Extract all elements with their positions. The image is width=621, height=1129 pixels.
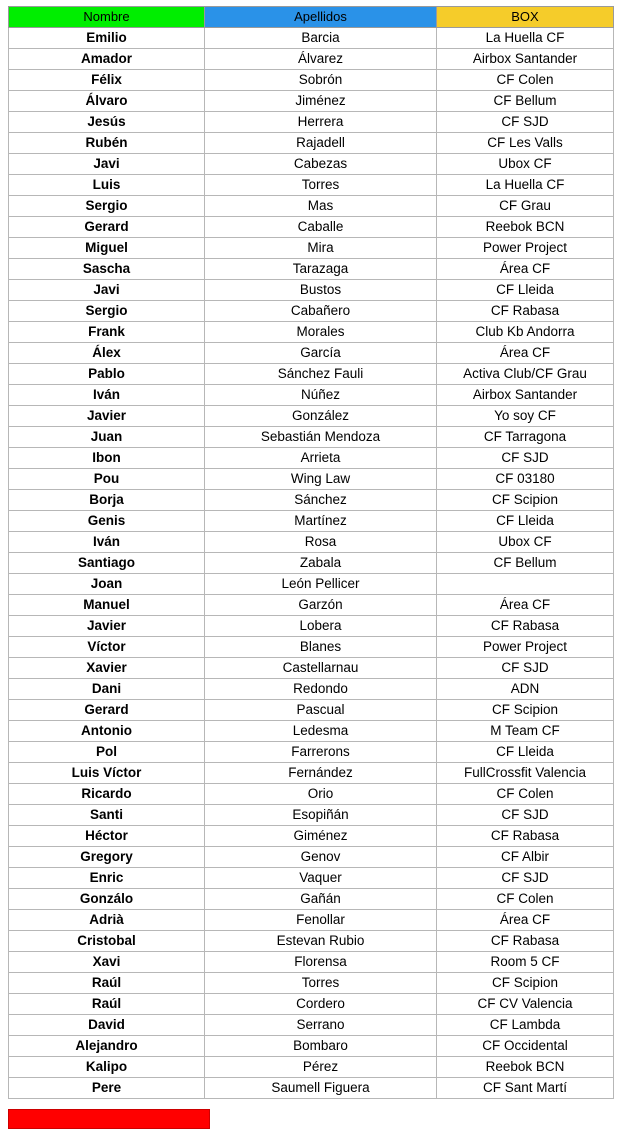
table-cell[interactable]: Fenollar — [205, 910, 437, 931]
table-cell[interactable]: Airbox Santander — [437, 49, 614, 70]
table-cell[interactable]: Blanes — [205, 637, 437, 658]
table-cell[interactable]: CF SJD — [437, 805, 614, 826]
table-row — [9, 721, 614, 742]
table-cell[interactable]: CF Lleida — [437, 280, 614, 301]
table-row — [9, 322, 614, 343]
table-cell[interactable]: Airbox Santander — [437, 385, 614, 406]
table-cell[interactable]: Lobera — [205, 616, 437, 637]
table-header-row — [9, 7, 614, 28]
table-cell[interactable]: Héctor — [9, 826, 205, 847]
table-cell[interactable]: CF Lambda — [437, 1015, 614, 1036]
table-row — [9, 175, 614, 196]
table-row — [9, 910, 614, 931]
table-cell[interactable]: Yo soy CF — [437, 406, 614, 427]
table-cell[interactable]: Miguel — [9, 238, 205, 259]
table-cell[interactable]: CF CV Valencia — [437, 994, 614, 1015]
table-cell[interactable]: Alejandro — [9, 1036, 205, 1057]
table-cell[interactable]: González — [205, 406, 437, 427]
table-cell[interactable]: Mira — [205, 238, 437, 259]
table-row — [9, 616, 614, 637]
table-cell[interactable]: Pablo — [9, 364, 205, 385]
table-row — [9, 595, 614, 616]
table-row — [9, 70, 614, 91]
table-cell[interactable]: M Team CF — [437, 721, 614, 742]
table-cell[interactable]: Jesús — [9, 112, 205, 133]
table-row — [9, 343, 614, 364]
table-cell[interactable]: CF Colen — [437, 70, 614, 91]
table-cell[interactable]: Juan — [9, 427, 205, 448]
table-row — [9, 679, 614, 700]
column-header-apellidos[interactable]: Apellidos — [205, 7, 437, 28]
table-cell[interactable]: Garzón — [205, 595, 437, 616]
table-row — [9, 427, 614, 448]
table-cell[interactable]: La Huella CF — [437, 28, 614, 49]
table-cell[interactable]: CF SJD — [437, 868, 614, 889]
table-cell[interactable]: Luis — [9, 175, 205, 196]
table-row — [9, 532, 614, 553]
table-row — [9, 301, 614, 322]
table-cell[interactable]: CF Occidental — [437, 1036, 614, 1057]
table-cell[interactable]: Estevan Rubio — [205, 931, 437, 952]
table-cell[interactable]: Pou — [9, 469, 205, 490]
table-cell[interactable]: CF Colen — [437, 784, 614, 805]
table-cell[interactable]: FullCrossfit Valencia — [437, 763, 614, 784]
table-cell[interactable]: Florensa — [205, 952, 437, 973]
table-row — [9, 889, 614, 910]
table-cell[interactable]: CF 03180 — [437, 469, 614, 490]
table-cell[interactable]: Orio — [205, 784, 437, 805]
table-cell[interactable]: Área CF — [437, 595, 614, 616]
table-row — [9, 364, 614, 385]
table-cell[interactable]: CF Rabasa — [437, 931, 614, 952]
column-header-box[interactable]: BOX — [437, 7, 614, 28]
table-cell[interactable]: Farrerons — [205, 742, 437, 763]
table-cell[interactable]: Raúl — [9, 994, 205, 1015]
table-cell[interactable]: Víctor — [9, 637, 205, 658]
table-cell[interactable]: Gerard — [9, 217, 205, 238]
table-cell[interactable]: Vaquer — [205, 868, 437, 889]
table-cell[interactable]: Ubox CF — [437, 154, 614, 175]
table-cell[interactable]: CF SJD — [437, 112, 614, 133]
table-cell[interactable]: La Huella CF — [437, 175, 614, 196]
table-cell[interactable]: Álvaro — [9, 91, 205, 112]
table-cell[interactable]: Raúl — [9, 973, 205, 994]
table-row — [9, 742, 614, 763]
table-cell[interactable]: Morales — [205, 322, 437, 343]
table-cell[interactable]: Ledesma — [205, 721, 437, 742]
table-cell[interactable]: Sánchez Fauli — [205, 364, 437, 385]
table-cell[interactable]: Redondo — [205, 679, 437, 700]
table-row — [9, 385, 614, 406]
table-cell[interactable]: CF Lleida — [437, 742, 614, 763]
table-cell[interactable]: Room 5 CF — [437, 952, 614, 973]
table-row — [9, 1057, 614, 1078]
table-cell[interactable]: CF Albir — [437, 847, 614, 868]
table-cell[interactable]: Álvarez — [205, 49, 437, 70]
table-cell[interactable]: Adrià — [9, 910, 205, 931]
table-cell[interactable]: CF Lleida — [437, 511, 614, 532]
table-cell[interactable]: Barcia — [205, 28, 437, 49]
table-cell[interactable]: Iván — [9, 532, 205, 553]
table-cell[interactable]: Castellarnau — [205, 658, 437, 679]
table-cell[interactable]: CF Rabasa — [437, 301, 614, 322]
table-cell[interactable]: Esopiñán — [205, 805, 437, 826]
table-row — [9, 700, 614, 721]
table-cell[interactable]: Joan — [9, 574, 205, 595]
table-row — [9, 448, 614, 469]
table-cell[interactable]: CF Bellum — [437, 91, 614, 112]
table-row — [9, 1078, 614, 1099]
table-cell[interactable]: Mas — [205, 196, 437, 217]
table-row — [9, 1036, 614, 1057]
footer-accent-bar — [8, 1109, 210, 1129]
table-row — [9, 112, 614, 133]
table-cell[interactable]: Caballe — [205, 217, 437, 238]
table-cell[interactable]: CF Colen — [437, 889, 614, 910]
table-row — [9, 763, 614, 784]
table-row — [9, 469, 614, 490]
table-cell[interactable]: CF Scipion — [437, 490, 614, 511]
table-cell[interactable]: Sergio — [9, 301, 205, 322]
table-cell[interactable]: Wing Law — [205, 469, 437, 490]
table-cell[interactable]: Jiménez — [205, 91, 437, 112]
table-cell[interactable] — [437, 574, 614, 595]
table-cell[interactable]: ADN — [437, 679, 614, 700]
table-cell[interactable]: Javi — [9, 154, 205, 175]
table-row — [9, 511, 614, 532]
table-cell[interactable]: Amador — [9, 49, 205, 70]
table-cell[interactable]: Reebok BCN — [437, 217, 614, 238]
table-cell[interactable]: García — [205, 343, 437, 364]
table-cell[interactable]: CF SJD — [437, 658, 614, 679]
table-cell[interactable]: CF Rabasa — [437, 616, 614, 637]
table-cell[interactable]: Félix — [9, 70, 205, 91]
table-row — [9, 154, 614, 175]
table-row — [9, 28, 614, 49]
table-cell[interactable]: Torres — [205, 175, 437, 196]
table-cell[interactable]: Serrano — [205, 1015, 437, 1036]
table-cell[interactable]: Área CF — [437, 259, 614, 280]
table-cell[interactable]: Ricardo — [9, 784, 205, 805]
table-cell[interactable]: Arrieta — [205, 448, 437, 469]
table-row — [9, 217, 614, 238]
table-cell[interactable]: CF Bellum — [437, 553, 614, 574]
table-cell[interactable]: Rubén — [9, 133, 205, 154]
table-cell[interactable]: Javier — [9, 406, 205, 427]
table-cell[interactable]: CF Rabasa — [437, 826, 614, 847]
table-row — [9, 574, 614, 595]
table-cell[interactable]: Genov — [205, 847, 437, 868]
table-cell[interactable]: Reebok BCN — [437, 1057, 614, 1078]
table-cell[interactable]: CF Scipion — [437, 700, 614, 721]
table-cell[interactable]: Sobrón — [205, 70, 437, 91]
table-cell[interactable]: Torres — [205, 973, 437, 994]
table-cell[interactable]: Xavi — [9, 952, 205, 973]
table-cell[interactable]: Gregory — [9, 847, 205, 868]
table-cell[interactable]: Área CF — [437, 910, 614, 931]
table-cell[interactable]: Gonzálo — [9, 889, 205, 910]
table-row — [9, 133, 614, 154]
table-cell[interactable]: David — [9, 1015, 205, 1036]
table-cell[interactable]: Sergio — [9, 196, 205, 217]
table-row — [9, 637, 614, 658]
table-row — [9, 91, 614, 112]
table-cell[interactable]: Cordero — [205, 994, 437, 1015]
table-cell[interactable]: Bombaro — [205, 1036, 437, 1057]
table-row — [9, 238, 614, 259]
table-cell[interactable]: CF Tarragona — [437, 427, 614, 448]
table-cell[interactable]: Pere — [9, 1078, 205, 1099]
table-cell[interactable]: Fernández — [205, 763, 437, 784]
table-cell[interactable]: Antonio — [9, 721, 205, 742]
table-cell[interactable]: Gerard — [9, 700, 205, 721]
table-cell[interactable]: Álex — [9, 343, 205, 364]
table-cell[interactable]: CF Grau — [437, 196, 614, 217]
table-row — [9, 847, 614, 868]
table-cell[interactable]: Enric — [9, 868, 205, 889]
table-cell[interactable]: Pol — [9, 742, 205, 763]
table-row — [9, 196, 614, 217]
table-cell[interactable]: Activa Club/CF Grau — [437, 364, 614, 385]
table-cell[interactable]: Club Kb Andorra — [437, 322, 614, 343]
table-cell[interactable]: Cabezas — [205, 154, 437, 175]
table-cell[interactable]: Cabañero — [205, 301, 437, 322]
table-cell[interactable]: CF Les Valls — [437, 133, 614, 154]
table-row — [9, 868, 614, 889]
table-cell[interactable]: Javi — [9, 280, 205, 301]
roster-table-body — [9, 28, 614, 1099]
table-cell[interactable]: Giménez — [205, 826, 437, 847]
column-header-nombre[interactable]: Nombre — [9, 7, 205, 28]
table-cell[interactable]: Zabala — [205, 553, 437, 574]
table-cell[interactable]: Sánchez — [205, 490, 437, 511]
table-cell[interactable]: Power Project — [437, 238, 614, 259]
table-cell[interactable]: Sebastián Mendoza — [205, 427, 437, 448]
table-cell[interactable]: Área CF — [437, 343, 614, 364]
table-cell[interactable]: Iván — [9, 385, 205, 406]
table-row — [9, 553, 614, 574]
table-row — [9, 994, 614, 1015]
table-row — [9, 280, 614, 301]
table-cell[interactable]: Santiago — [9, 553, 205, 574]
roster-table — [8, 6, 614, 1099]
table-row — [9, 658, 614, 679]
table-cell[interactable]: Ibon — [9, 448, 205, 469]
table-cell[interactable]: Ubox CF — [437, 532, 614, 553]
table-cell[interactable]: Gañán — [205, 889, 437, 910]
table-row — [9, 931, 614, 952]
table-cell[interactable]: Santi — [9, 805, 205, 826]
table-cell[interactable]: Pascual — [205, 700, 437, 721]
table-cell[interactable]: Frank — [9, 322, 205, 343]
table-cell[interactable]: Martínez — [205, 511, 437, 532]
table-cell[interactable]: Herrera — [205, 112, 437, 133]
table-cell[interactable]: Luis Víctor — [9, 763, 205, 784]
table-cell[interactable]: Rosa — [205, 532, 437, 553]
table-row — [9, 490, 614, 511]
table-cell[interactable]: Emilio — [9, 28, 205, 49]
table-cell[interactable]: Javier — [9, 616, 205, 637]
table-cell[interactable]: Sascha — [9, 259, 205, 280]
table-row — [9, 826, 614, 847]
table-row — [9, 49, 614, 70]
table-cell[interactable]: León Pellicer — [205, 574, 437, 595]
table-row — [9, 805, 614, 826]
table-cell[interactable]: Cristobal — [9, 931, 205, 952]
table-cell[interactable]: Genis — [9, 511, 205, 532]
table-cell[interactable]: Tarazaga — [205, 259, 437, 280]
table-cell[interactable]: CF Scipion — [437, 973, 614, 994]
table-cell[interactable]: Kalipo — [9, 1057, 205, 1078]
table-row — [9, 973, 614, 994]
table-cell[interactable]: Núñez — [205, 385, 437, 406]
table-row — [9, 1015, 614, 1036]
table-row — [9, 952, 614, 973]
table-cell[interactable]: Pérez — [205, 1057, 437, 1078]
table-cell[interactable]: Rajadell — [205, 133, 437, 154]
table-cell[interactable]: Power Project — [437, 637, 614, 658]
table-cell[interactable]: Saumell Figuera — [205, 1078, 437, 1099]
table-cell[interactable]: Bustos — [205, 280, 437, 301]
table-row — [9, 259, 614, 280]
table-cell[interactable]: CF SJD — [437, 448, 614, 469]
table-row — [9, 784, 614, 805]
table-cell[interactable]: Xavier — [9, 658, 205, 679]
table-cell[interactable]: Manuel — [9, 595, 205, 616]
table-cell[interactable]: Dani — [9, 679, 205, 700]
table-cell[interactable]: Borja — [9, 490, 205, 511]
table-row — [9, 406, 614, 427]
table-cell[interactable]: CF Sant Martí — [437, 1078, 614, 1099]
